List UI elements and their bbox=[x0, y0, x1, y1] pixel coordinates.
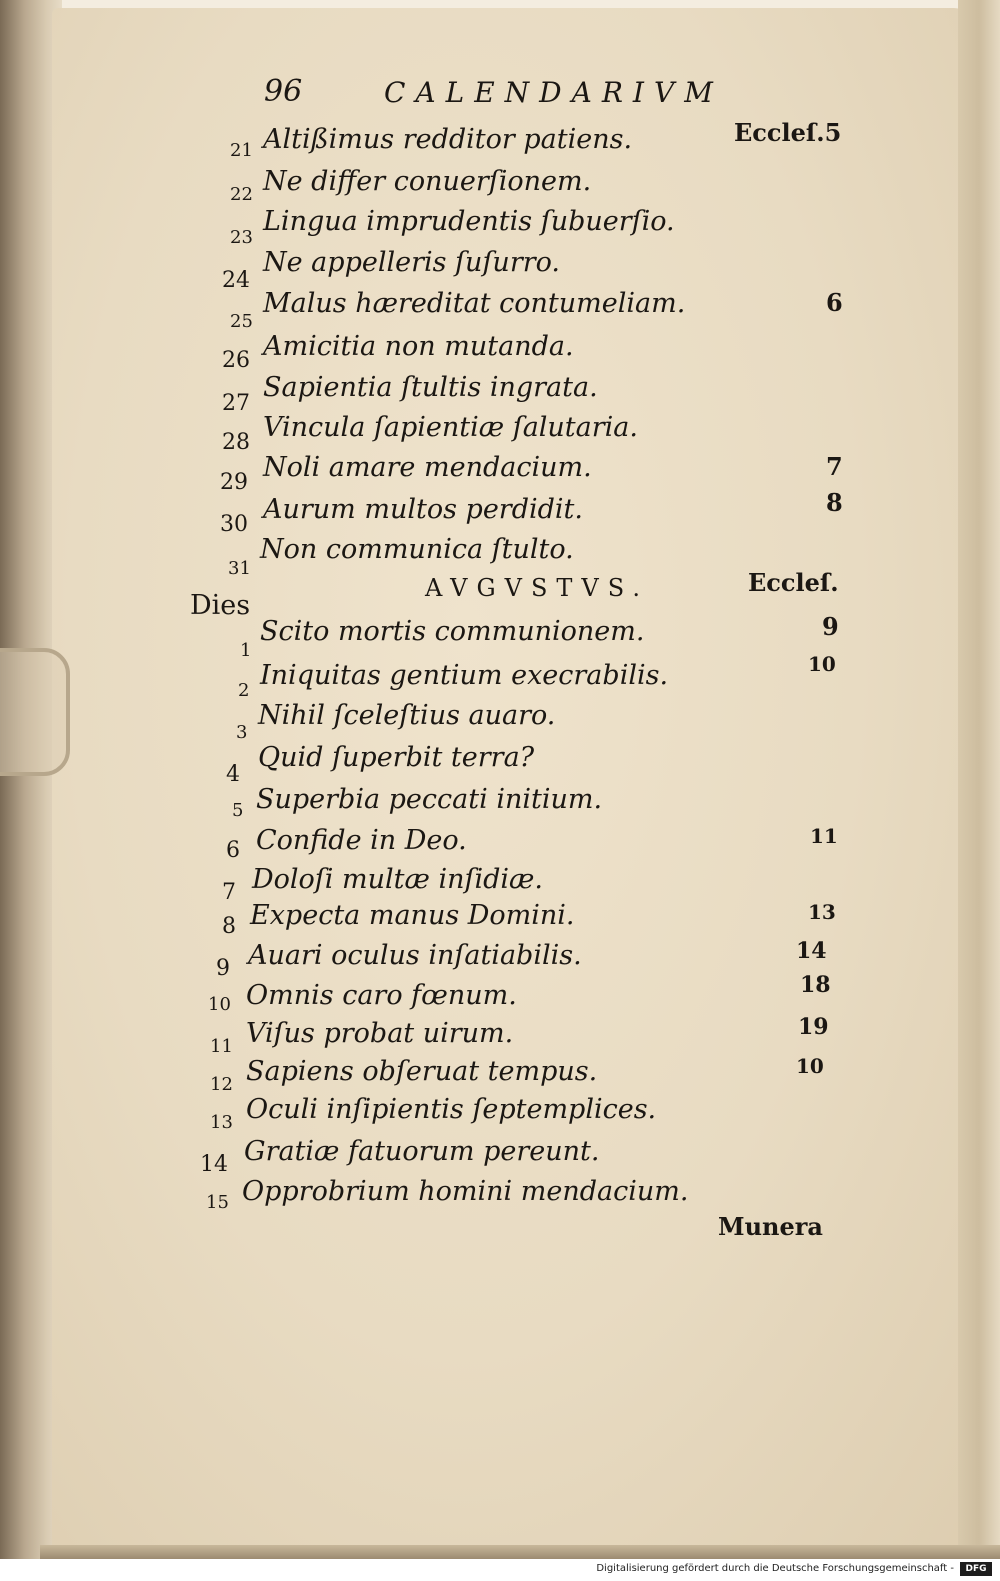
day-number: 28 bbox=[222, 430, 250, 455]
day-number: 11 bbox=[210, 1036, 233, 1057]
scripture-reference: 9 bbox=[822, 612, 839, 641]
day-number: 27 bbox=[222, 391, 250, 416]
day-number: 30 bbox=[220, 512, 248, 537]
maxim-text: Viſus probat uirum. bbox=[246, 1018, 514, 1049]
maxim-text: Noli amare mendacium. bbox=[263, 452, 592, 483]
running-head: CALENDARIVM bbox=[384, 76, 723, 109]
maxim-text: Sapientia ſtultis ingrata. bbox=[263, 372, 598, 403]
day-number: 1 bbox=[240, 640, 252, 661]
day-number: 21 bbox=[230, 140, 253, 161]
maxim-text: Vincula ſapientiæ ſalutaria. bbox=[263, 412, 638, 443]
maxim-text: Confide in Deo. bbox=[256, 825, 467, 856]
scripture-reference: 19 bbox=[798, 1014, 829, 1040]
day-number: 7 bbox=[222, 880, 236, 905]
book-page bbox=[52, 8, 972, 1558]
maxim-text: Doloſi multæ inſidiæ. bbox=[252, 864, 543, 895]
dies-label: Dies bbox=[190, 590, 251, 621]
maxim-text: Gratiæ fatuorum pereunt. bbox=[244, 1136, 600, 1167]
day-number: 12 bbox=[210, 1074, 233, 1095]
maxim-text: Lingua imprudentis ſubuerſio. bbox=[263, 206, 675, 237]
page-number: 96 bbox=[264, 74, 303, 109]
day-number: 5 bbox=[232, 800, 244, 821]
maxim-text: Opprobrium homini mendacium. bbox=[242, 1176, 689, 1207]
facing-page-edge bbox=[958, 0, 1000, 1562]
day-number: 14 bbox=[200, 1152, 228, 1177]
scripture-reference: 18 bbox=[800, 972, 831, 998]
day-number: 15 bbox=[206, 1192, 229, 1213]
book-clasp bbox=[0, 648, 70, 776]
day-number: 3 bbox=[236, 722, 248, 743]
catchword: Munera bbox=[718, 1212, 823, 1241]
maxim-text: Ne appelleris ſuſurro. bbox=[263, 247, 560, 278]
maxim-text: Oculi inſipientis ſeptemplices. bbox=[246, 1094, 657, 1125]
day-number: 10 bbox=[208, 994, 231, 1015]
maxim-text: Auari oculus inſatiabilis. bbox=[248, 940, 582, 971]
day-number: 6 bbox=[226, 838, 240, 863]
day-number: 4 bbox=[226, 762, 240, 787]
maxim-text: Nihil ſceleſtius auaro. bbox=[258, 700, 556, 731]
day-number: 23 bbox=[230, 227, 253, 248]
maxim-text: Iniquitas gentium execrabilis. bbox=[260, 660, 669, 691]
maxim-text: Quid ſuperbit terra? bbox=[258, 742, 535, 773]
scripture-reference: 10 bbox=[808, 652, 836, 676]
maxim-text: Expecta manus Domini. bbox=[250, 900, 575, 931]
maxim-text: Sapiens obſeruat tempus. bbox=[246, 1056, 598, 1087]
day-number: 25 bbox=[230, 311, 253, 332]
maxim-text: Scito mortis communionem. bbox=[260, 616, 645, 647]
maxim-text: Ne differ conuerſionem. bbox=[263, 166, 592, 197]
digitization-credit: Digitalisierung gefördert durch die Deutsche Forschungsgemeinschaft - bbox=[596, 1563, 954, 1574]
day-number: 24 bbox=[222, 268, 250, 293]
scripture-reference: Eccleſ. bbox=[748, 568, 839, 597]
day-number: 26 bbox=[222, 348, 250, 373]
day-number: 8 bbox=[222, 914, 236, 939]
day-number: 13 bbox=[210, 1112, 233, 1133]
day-number: 22 bbox=[230, 184, 253, 205]
maxim-text: Omnis caro fœnum. bbox=[246, 980, 517, 1011]
scripture-reference: 8 bbox=[826, 488, 843, 517]
scripture-reference: 7 bbox=[826, 452, 843, 481]
scripture-reference: 11 bbox=[810, 824, 838, 848]
day-number: 29 bbox=[220, 470, 248, 495]
maxim-text: Amicitia non mutanda. bbox=[263, 331, 574, 362]
book-bottom-edge bbox=[40, 1545, 1000, 1559]
maxim-text: Altißimus redditor patiens. bbox=[263, 124, 633, 155]
scripture-reference: 14 bbox=[796, 938, 827, 964]
maxim-text: Aurum multos perdidit. bbox=[263, 494, 583, 525]
dfg-logo: DFG bbox=[960, 1562, 992, 1576]
maxim-text: Malus hæreditat contumeliam. bbox=[263, 288, 686, 319]
day-number: 2 bbox=[238, 680, 250, 701]
scripture-reference: Eccleſ.5 bbox=[734, 118, 842, 147]
scripture-reference: 13 bbox=[808, 900, 836, 924]
maxim-text: Superbia peccati initium. bbox=[256, 784, 603, 815]
day-number: 9 bbox=[216, 956, 230, 981]
maxim-text: Non communica ſtulto. bbox=[260, 534, 574, 565]
day-number: 31 bbox=[228, 558, 251, 579]
scripture-reference: 10 bbox=[796, 1054, 824, 1078]
scripture-reference: 6 bbox=[826, 288, 843, 317]
month-heading: AVGVSTVS. bbox=[425, 574, 649, 602]
